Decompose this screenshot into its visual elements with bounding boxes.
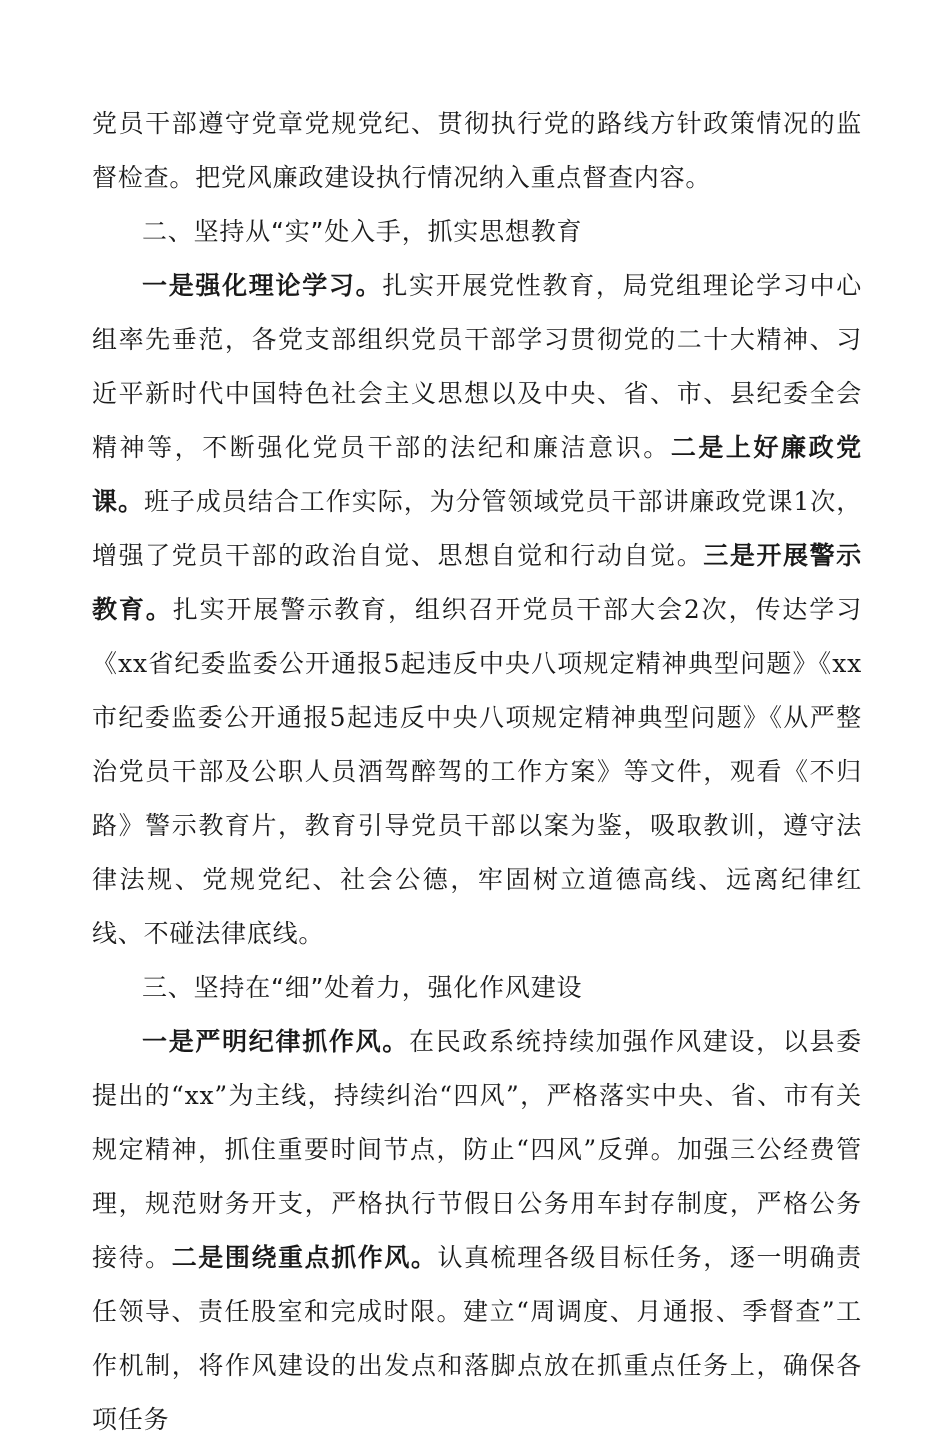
paragraph-education: [92, 259, 862, 961]
paragraph-continuation: [92, 97, 862, 205]
bold-lead-warning-education: 三是开展警示教育。: [92, 541, 862, 624]
bold-lead-integrity-lesson: 二是上好廉政党课。: [92, 433, 862, 516]
bold-lead-discipline: 一是严明纪律抓作风。: [142, 1027, 409, 1056]
paragraph-text: 在民政系统持续加强作风建设，以县委提出的“xx”为主线，持续纠治“四风”，严格落实中央、省、市有关规定精神，抓住重要时间节点，防止“四风”反弹。加强三公经费管理，规范财务开支，严格执行节假日公务用车封存制度，严格公务接待。: [92, 1027, 862, 1272]
paragraph-text: 扎实开展党性教育，局党组理论学习中心组率先垂范，各党支部组织党员干部学习贯彻党的二十大精神、习近平新时代中国特色社会主义思想以及中央、省、市、县纪委全会精神等，不断强化党员干部的法纪和廉洁意识。: [92, 271, 863, 462]
paragraph-text: 认真梳理各级目标任务，逐一明确责任领导、责任股室和完成时限。建立“周调度、月通报、季督查”工作机制，将作风建设的出发点和落脚点放在抓重点任务上，确保各项任务: [92, 1243, 862, 1434]
paragraph-text: 班子成员结合工作实际，为分管领域党员干部讲廉政党课1次，增强了党员干部的政治自觉、思想自觉和行动自觉。: [92, 487, 862, 570]
paragraph-work-style: [92, 1015, 862, 1447]
document-body: [92, 97, 862, 1447]
bold-lead-key-tasks: 二是围绕重点抓作风。: [171, 1243, 438, 1272]
section-heading-2: 二、坚持从“实”处入手，抓实思想教育: [142, 217, 583, 246]
section-heading-3: 三、坚持在“细”处着力，强化作风建设: [142, 973, 583, 1002]
bold-lead-theory-study: 一是强化理论学习。: [142, 271, 383, 300]
paragraph-text: 党员干部遵守党章党规党纪、贯彻执行党的路线方针政策情况的监督检查。把党风廉政建设执行情况纳入重点督查内容。: [92, 109, 862, 192]
paragraph-text: 扎实开展警示教育，组织召开党员干部大会2次，传达学习《xx省纪委监委公开通报5起违反中央八项规定精神典型问题》《xx市纪委监委公开通报5起违反中央八项规定精神典型问题》《从严整治党员干部及公职人员酒驾醉驾的工作方案》等文件，观看《不归路》警示教育片，教育引导党员干部以案为鉴，吸取教训，遵守法律法规、党规党纪、社会公德，牢固树立道德高线、远离纪律红线、不碰法律底线。: [92, 595, 862, 948]
